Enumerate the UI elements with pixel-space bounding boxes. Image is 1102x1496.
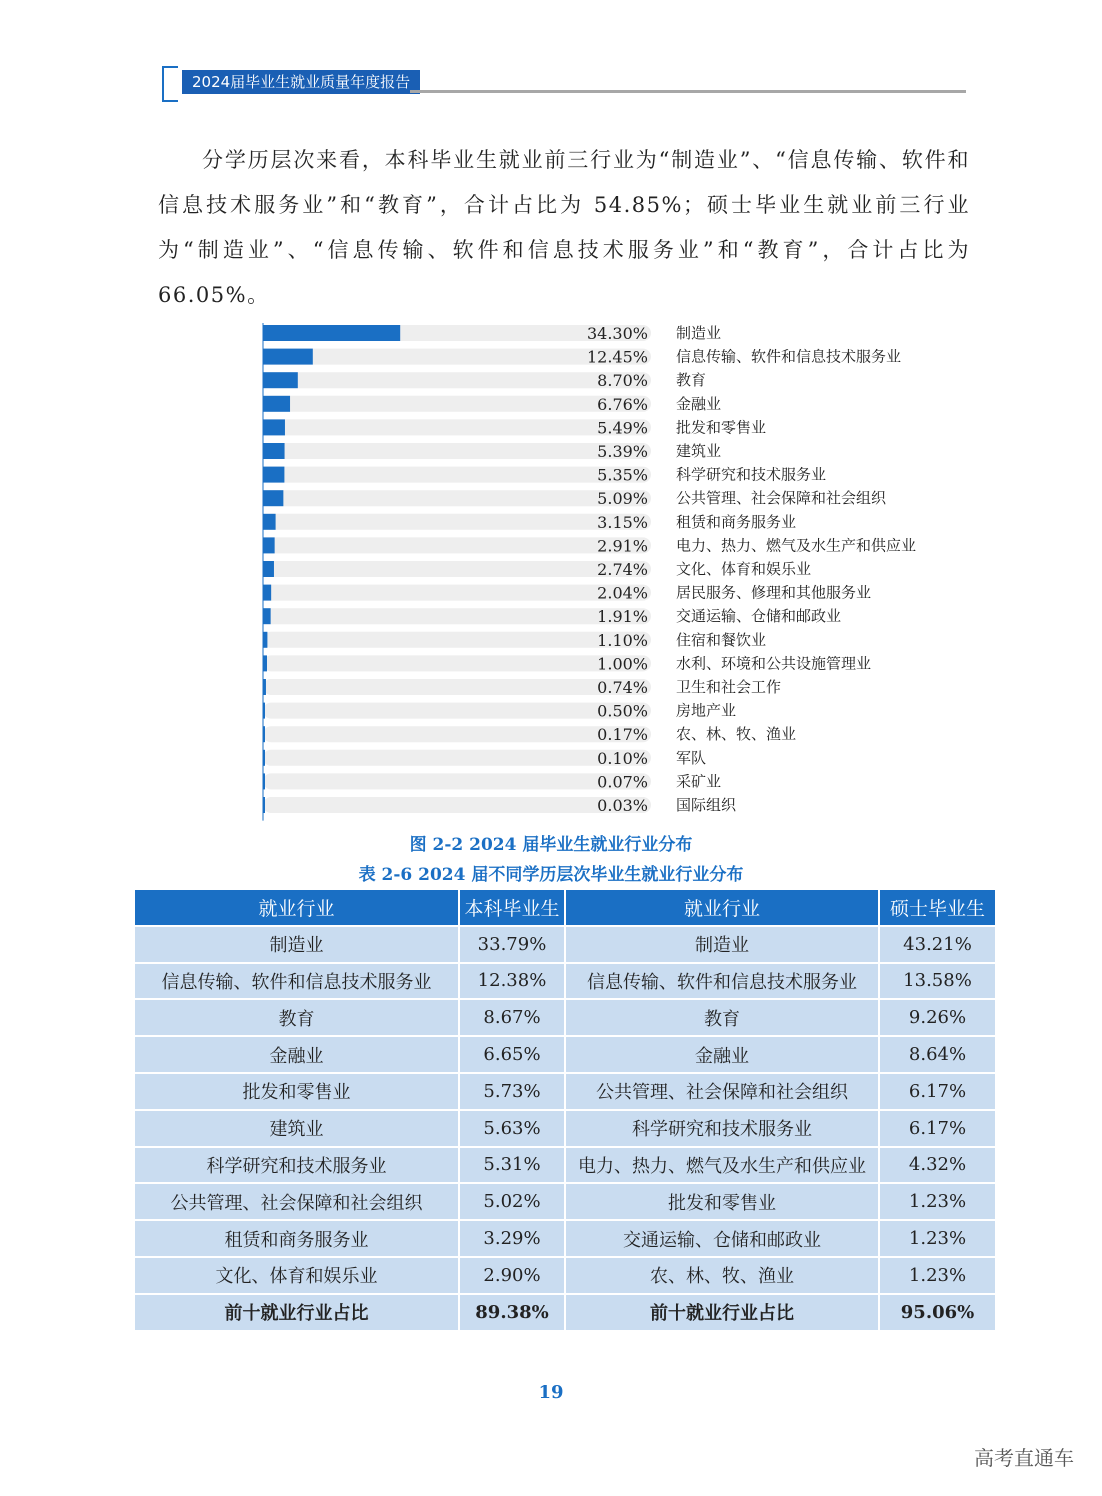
bar-category-label: 文化、体育和娱乐业 <box>676 560 812 578</box>
bar-track <box>263 371 651 391</box>
bar <box>263 396 290 412</box>
cell-undergrad-share: 89.38% <box>459 1294 565 1331</box>
header-industry-master: 就业行业 <box>565 889 879 926</box>
bar-track <box>263 703 651 719</box>
bar <box>263 467 284 483</box>
bar-category-label: 建筑业 <box>676 442 722 460</box>
bar-category-label: 农、林、牧、渔业 <box>676 725 797 744</box>
cell-industry-master: 批发和零售业 <box>565 1183 879 1220</box>
cell-industry-master: 交通运输、仓储和邮政业 <box>565 1220 879 1257</box>
bar-track <box>263 396 651 412</box>
bar-value-label: 0.03% <box>597 796 648 815</box>
bar-track <box>263 679 651 695</box>
bar <box>263 443 285 459</box>
header-master: 硕士毕业生 <box>879 889 996 926</box>
bar-value-label: 1.00% <box>597 654 648 674</box>
cell-industry-undergrad: 建筑业 <box>134 1110 459 1147</box>
cell-industry-master: 信息传输、软件和信息技术服务业 <box>565 963 879 1000</box>
bar-value-label: 0.10% <box>597 748 648 768</box>
bar-value-label: 0.17% <box>597 725 648 745</box>
bar-value-label: 2.91% <box>597 536 648 556</box>
cell-industry-undergrad: 信息传输、软件和信息技术服务业 <box>134 963 459 1000</box>
bar-value-label: 2.04% <box>597 583 648 603</box>
cell-master-share: 9.26% <box>879 999 996 1036</box>
cell-master-share: 43.21% <box>879 926 996 963</box>
cell-undergrad-share: 5.31% <box>459 1147 565 1184</box>
bar-category-label: 卫生和社会工作 <box>676 678 782 696</box>
bar <box>263 561 274 577</box>
bar-category-label: 采矿业 <box>676 772 722 791</box>
bar <box>263 372 298 388</box>
cell-undergrad-share: 3.29% <box>459 1220 565 1257</box>
cell-industry-undergrad: 文化、体育和娱乐业 <box>134 1257 459 1294</box>
cell-master-share: 4.32% <box>879 1147 996 1184</box>
cell-undergrad-share: 6.65% <box>459 1036 565 1073</box>
bar-category-label: 国际组织 <box>676 796 737 814</box>
bar-category-label: 信息传输、软件和信息技术服务业 <box>676 347 902 366</box>
table-row <box>134 1073 996 1110</box>
cell-undergrad-share: 2.90% <box>459 1257 565 1294</box>
table-body <box>134 926 996 1331</box>
bar-track <box>263 772 651 792</box>
cell-industry-undergrad: 科学研究和技术服务业 <box>134 1147 459 1184</box>
bar-value-label: 1.91% <box>597 607 648 627</box>
table-header-row <box>134 889 996 926</box>
bar-value-label: 12.45% <box>586 347 648 367</box>
cell-undergrad-share: 12.38% <box>459 963 565 1000</box>
bar-track <box>263 561 651 577</box>
table-row <box>134 1036 996 1073</box>
bar-value-label: 5.09% <box>597 489 648 509</box>
bar <box>263 632 267 648</box>
bar-track <box>263 750 651 766</box>
bar-value-label: 1.10% <box>597 630 648 650</box>
bar-value-label: 5.35% <box>597 465 648 485</box>
cell-industry-undergrad: 教育 <box>134 999 459 1036</box>
bar <box>263 608 271 624</box>
bar <box>263 585 271 601</box>
cell-industry-master: 制造业 <box>565 926 879 963</box>
bar-value-label: 8.70% <box>597 371 648 391</box>
cell-industry-undergrad: 批发和零售业 <box>134 1073 459 1110</box>
table-row <box>134 1220 996 1257</box>
bar-track <box>263 585 651 601</box>
cell-industry-undergrad: 公共管理、社会保障和社会组织 <box>134 1183 459 1220</box>
bar <box>263 325 400 341</box>
bar-track <box>263 418 651 438</box>
bar <box>263 419 285 435</box>
cell-industry-master: 前十就业行业占比 <box>565 1294 879 1331</box>
header-undergrad: 本科毕业生 <box>459 889 565 926</box>
table-total-row <box>134 1294 996 1331</box>
cell-industry-undergrad: 制造业 <box>134 926 459 963</box>
cell-industry-master: 电力、热力、燃气及水生产和供应业 <box>565 1147 879 1184</box>
table-row <box>134 1183 996 1220</box>
bar-track <box>263 725 651 745</box>
cell-master-share: 6.17% <box>879 1073 996 1110</box>
bar-category-label: 住宿和餐饮业 <box>676 630 767 649</box>
bar <box>263 514 276 530</box>
cell-undergrad-share: 5.63% <box>459 1110 565 1147</box>
bar-track <box>263 443 651 459</box>
bar-track <box>263 632 651 648</box>
bar-value-label: 6.76% <box>597 394 648 414</box>
bar-category-label: 科学研究和技术服务业 <box>676 465 827 484</box>
bar-value-label: 0.50% <box>597 701 648 721</box>
cell-industry-undergrad: 前十就业行业占比 <box>134 1294 459 1331</box>
cell-undergrad-share: 5.02% <box>459 1183 565 1220</box>
cell-master-share: 8.64% <box>879 1036 996 1073</box>
bar-category-label: 租赁和商务服务业 <box>676 512 797 531</box>
bar-track <box>263 654 651 674</box>
bar-value-label: 5.39% <box>597 442 648 461</box>
cell-master-share: 1.23% <box>879 1257 996 1294</box>
cell-master-share: 1.23% <box>879 1183 996 1220</box>
table-row <box>134 963 996 1000</box>
bar <box>263 490 283 506</box>
bar <box>263 537 275 553</box>
bar-category-label: 房地产业 <box>676 701 737 720</box>
bar-value-label: 34.30% <box>586 324 648 343</box>
cell-industry-master: 农、林、牧、渔业 <box>565 1257 879 1294</box>
bar-track <box>263 607 651 627</box>
bar <box>263 655 267 671</box>
cell-undergrad-share: 33.79% <box>459 926 565 963</box>
cell-industry-master: 科学研究和技术服务业 <box>565 1110 879 1147</box>
bar-track <box>263 536 651 556</box>
table-row <box>134 1147 996 1184</box>
bar-value-label: 5.49% <box>597 418 648 438</box>
bar-category-label: 制造业 <box>676 324 722 342</box>
bar-category-label: 公共管理、社会保障和社会组织 <box>676 489 887 508</box>
figure-caption: 图 2-2 2024 届毕业生就业行业分布 <box>409 835 693 855</box>
cell-master-share: 13.58% <box>879 963 996 1000</box>
table-row <box>134 926 996 963</box>
bar-track <box>263 467 651 483</box>
cell-industry-master: 金融业 <box>565 1036 879 1073</box>
header-industry-undergrad: 就业行业 <box>134 889 459 926</box>
watermark: 高考直通车 <box>974 1446 1074 1470</box>
bar-value-label: 0.07% <box>597 772 648 792</box>
table-row <box>134 1110 996 1147</box>
cell-undergrad-share: 5.73% <box>459 1073 565 1110</box>
cell-industry-master: 教育 <box>565 999 879 1036</box>
report-header-title: 2024届毕业生就业质量年度报告 <box>182 70 420 94</box>
page-number: 19 <box>538 1382 564 1403</box>
bar-track <box>263 514 651 530</box>
cell-master-share: 1.23% <box>879 1220 996 1257</box>
cell-master-share: 95.06% <box>879 1294 996 1331</box>
bar-value-label: 3.15% <box>597 512 648 532</box>
bar-category-label: 教育 <box>676 371 707 390</box>
bar-value-label: 0.74% <box>597 678 648 697</box>
bar-value-label: 2.74% <box>597 560 648 579</box>
bar-category-label: 批发和零售业 <box>676 418 767 437</box>
cell-industry-undergrad: 租赁和商务服务业 <box>134 1220 459 1257</box>
bar-category-label: 水利、环境和公共设施管理业 <box>676 654 872 673</box>
bar-track <box>263 489 651 509</box>
body-paragraph: 分学历层次来看，本科毕业生就业前三行业为“制造业”、“信息传输、软件和信息技术服务业”和“教育”，合计占比为 54.85%；硕士毕业生就业前三行业为“制造业”、“信息传输、软件和信息技术服务业”和“教育”，合计占比为 66.05%。 <box>158 148 970 307</box>
cell-master-share: 6.17% <box>879 1110 996 1147</box>
bar <box>263 349 313 365</box>
bar-track <box>263 797 651 813</box>
bar-category-label: 金融业 <box>676 394 722 413</box>
table-row <box>134 1257 996 1294</box>
bar-category-label: 军队 <box>676 748 707 767</box>
cell-industry-undergrad: 金融业 <box>134 1036 459 1073</box>
bar-category-label: 电力、热力、燃气及水生产和供应业 <box>676 536 917 555</box>
table-caption: 表 2-6 2024 届不同学历层次毕业生就业行业分布 <box>358 865 744 885</box>
cell-industry-master: 公共管理、社会保障和社会组织 <box>565 1073 879 1110</box>
industry-table <box>133 888 997 1332</box>
bar-category-label: 居民服务、修理和其他服务业 <box>676 583 872 602</box>
bar-category-label: 交通运输、仓储和邮政业 <box>676 607 842 626</box>
cell-undergrad-share: 8.67% <box>459 999 565 1036</box>
table-row <box>134 999 996 1036</box>
